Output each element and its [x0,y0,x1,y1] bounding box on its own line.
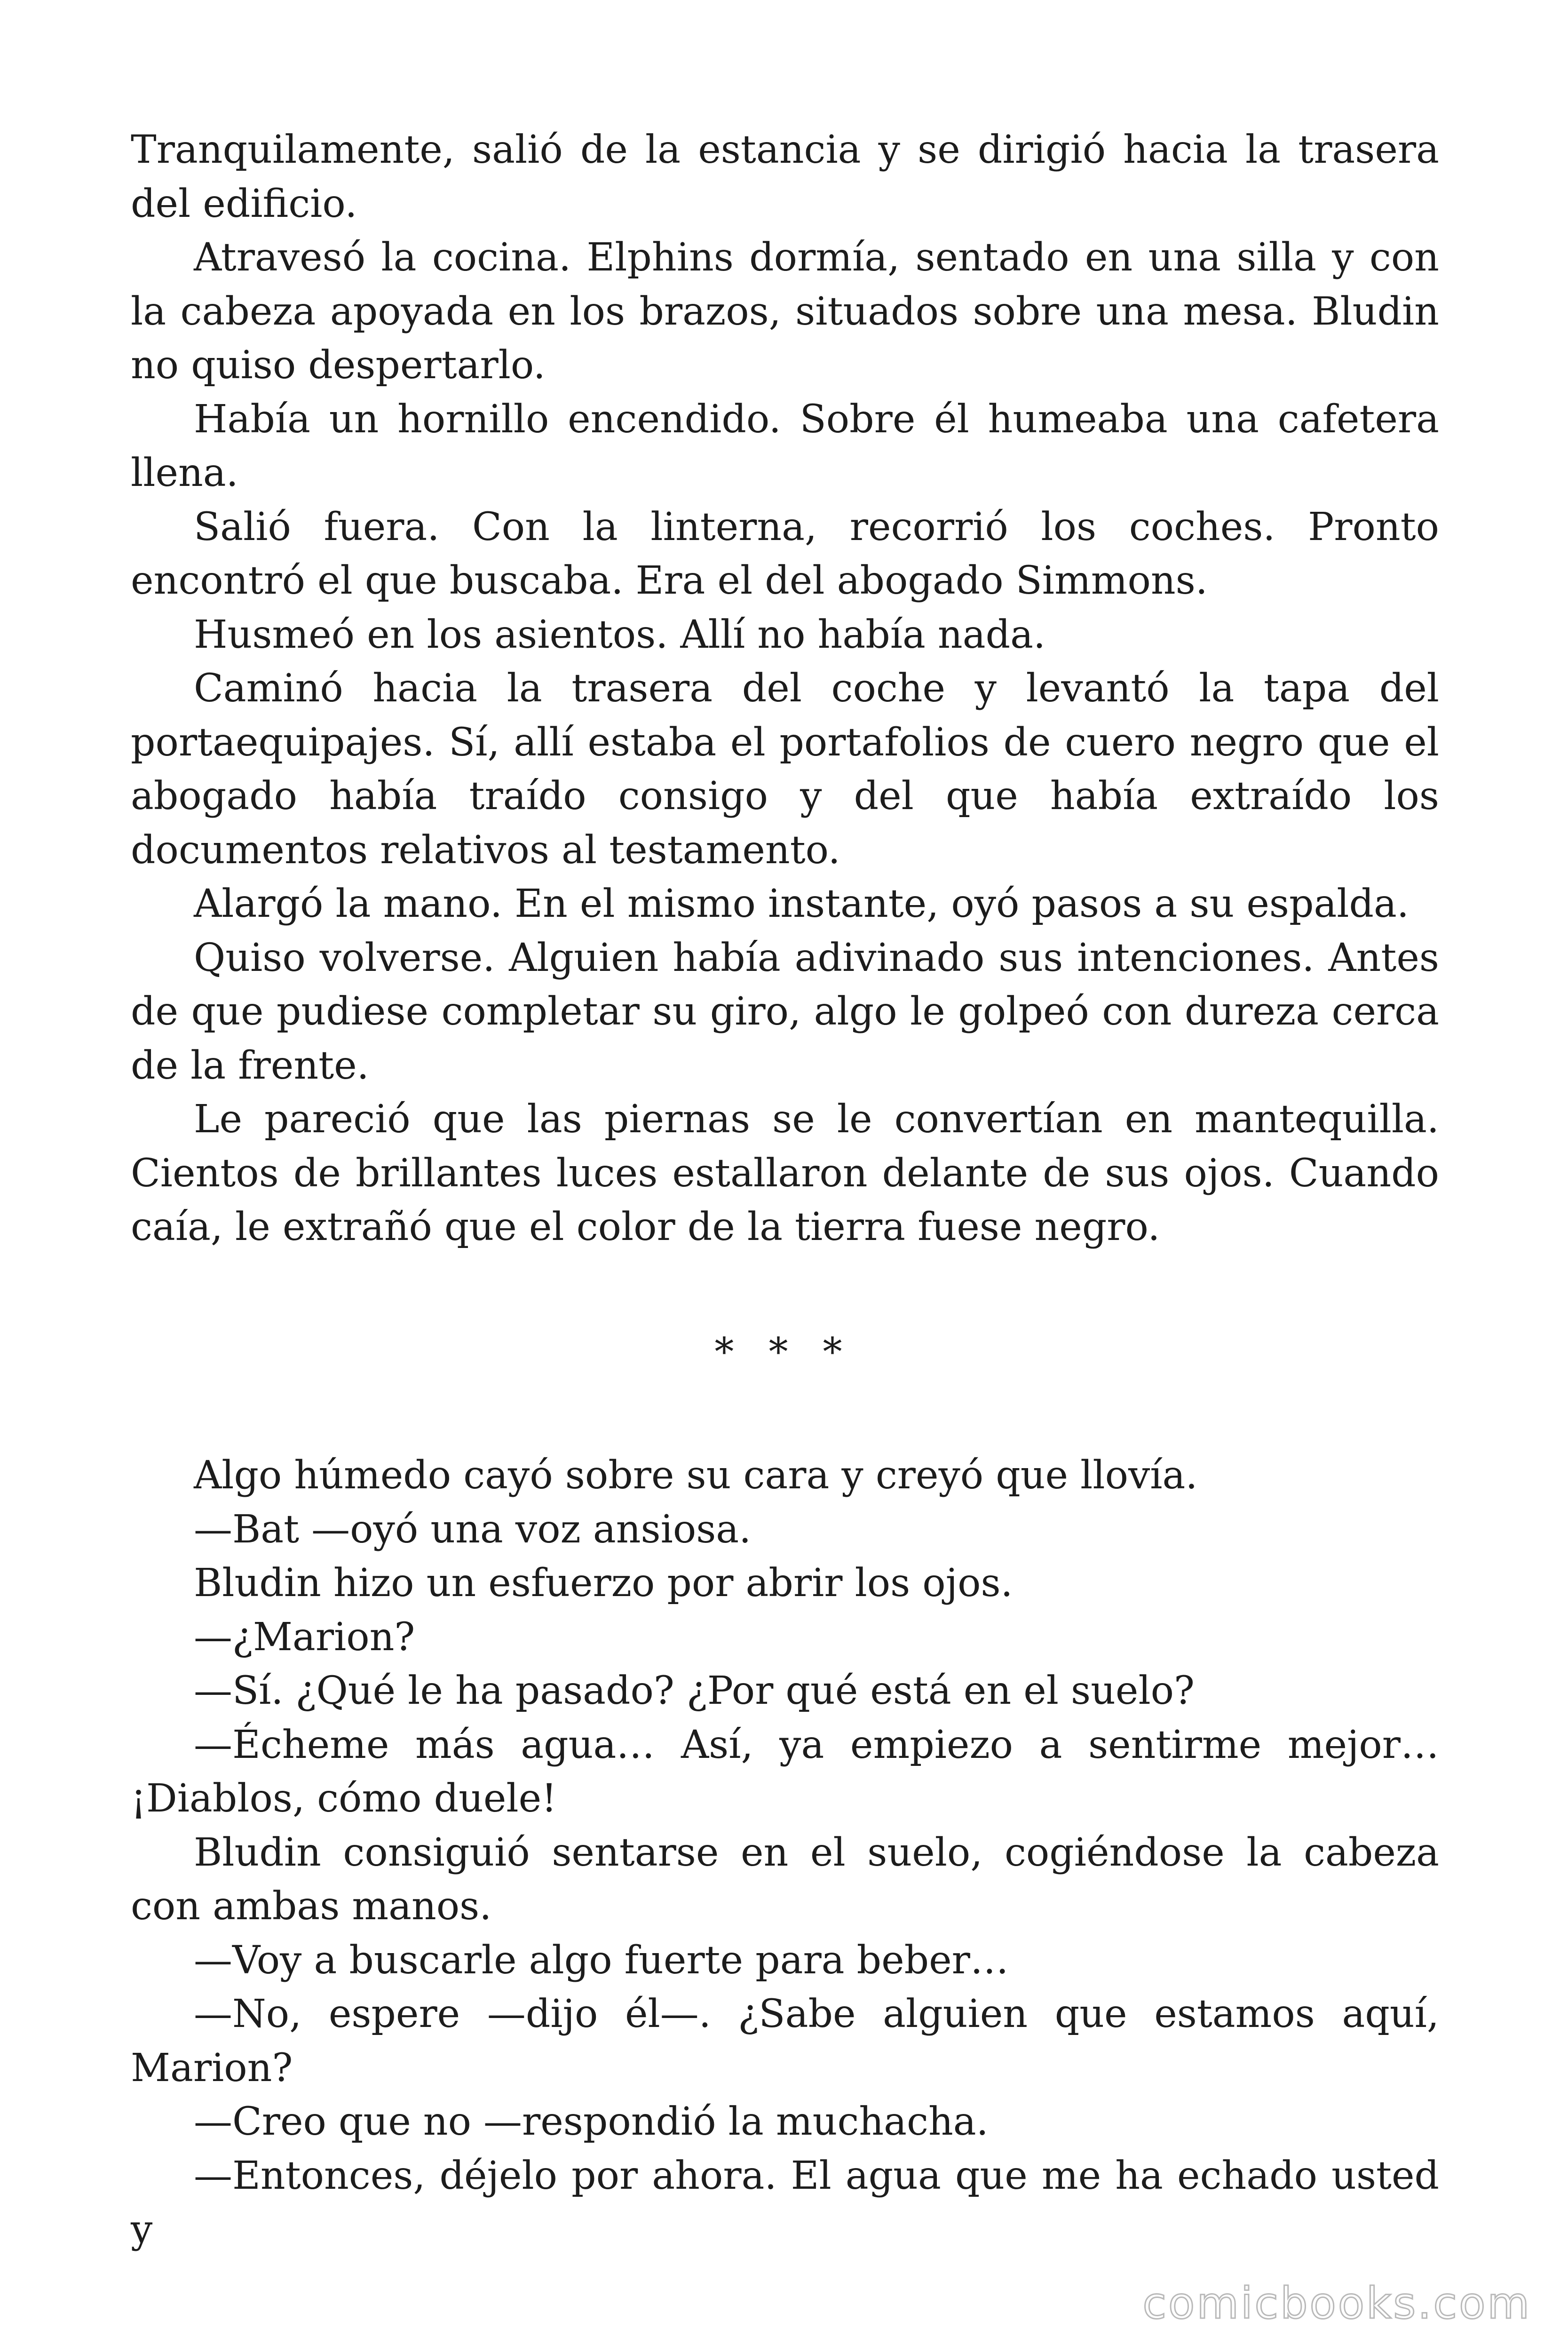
paragraph: Quiso volverse. Alguien había adivinado sus intenciones. Antes de que pudiese completar su giro, algo le golpeó con dureza cerca de la frente. [131,935,1439,1088]
paragraph: Bludin consiguió sentarse en el suelo, cogiéndose la cabeza con ambas manos. [131,1830,1439,1929]
paragraph: —¿Marion? [194,1614,415,1660]
text-section-1 [131,123,1439,1255]
text-section-2 [131,1449,1439,2257]
paragraph: Alargó la mano. En el mismo instante, oyó pasos a su espalda. [194,882,1410,926]
paragraph: Le pareció que las piernas se le convertían en mantequilla. Cientos de brillantes luces estallaron delante de sus ojos. Cuando caía, le extrañó que el color de la tierra fuese negro. [131,1097,1439,1249]
paragraph: Bludin hizo un esfuerzo por abrir los ojos. [194,1561,1013,1605]
paragraph: —Voy a buscarle algo fuerte para beber… [194,1938,1009,1983]
paragraph: Salió fuera. Con la linterna, recorrió los coches. Pronto encontró el que buscaba. Era el del abogado Simmons. [131,504,1439,603]
paragraph: —Creo que no —respondió la muchacha. [194,2099,989,2144]
paragraph: Había un hornillo encendido. Sobre él humeaba una cafetera llena. [131,397,1439,495]
paragraph: Caminó hacia la trasera del coche y levantó la tapa del portaequipajes. Sí, allí estaba el portafolios de cuero negro que el abogado había traído consigo y del que había extraído los documentos relativos al testamento. [131,666,1439,873]
watermark: comicbooks.com [1142,2278,1531,2328]
paragraph: —Sí. ¿Qué le ha pasado? ¿Por qué está en el suelo? [194,1669,1195,1713]
paragraph: —Écheme más agua… Así, ya empiezo a sentirme mejor… ¡Diablos, cómo duele! [131,1722,1439,1821]
paragraph: —No, espere —dijo él—. ¿Sabe alguien que estamos aquí, Marion? [131,1992,1439,2090]
paragraph: —Entonces, déjelo por ahora. El agua que me ha echado usted y [131,2153,1439,2252]
paragraph: —Bat —oyó una voz ansiosa. [194,1507,752,1552]
paragraph: Atravesó la cocina. Elphins dormía, sentado en una silla y con la cabeza apoyada en los brazos, situados sobre una mesa. Bludin no quiso despertarlo. [131,235,1439,388]
scene-break: * * * [714,1330,854,1375]
paragraph: Husmeó en los asientos. Allí no había nada. [194,612,1046,657]
paragraph: Algo húmedo cayó sobre su cara y creyó que llovía. [194,1453,1198,1498]
paragraph: Tranquilamente, salió de la estancia y se dirigió hacia la trasera del edificio. [131,127,1439,226]
